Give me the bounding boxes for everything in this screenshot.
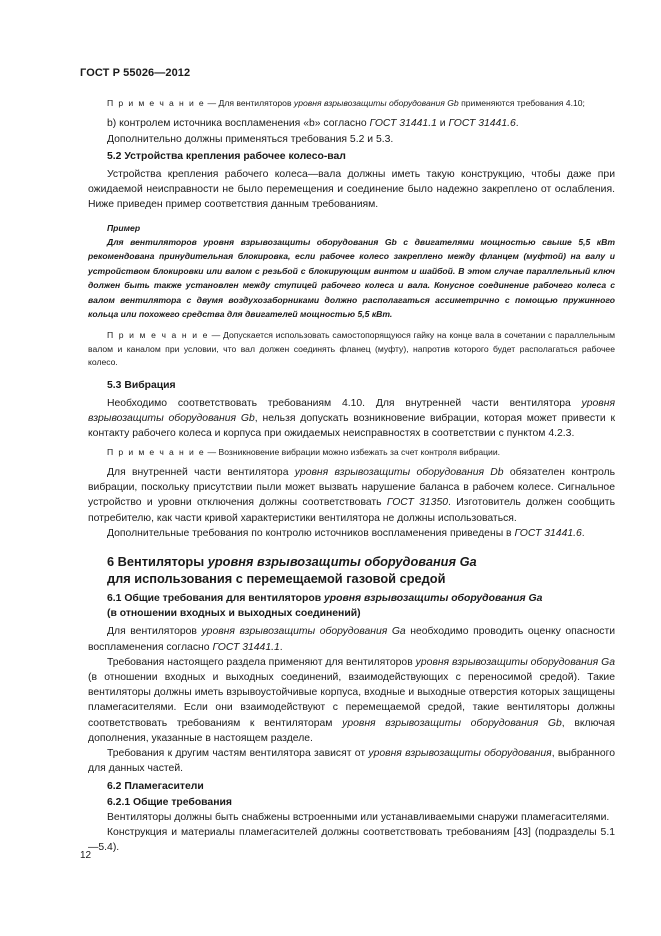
heading-line — [88, 553, 615, 570]
note-paragraph — [88, 446, 615, 459]
heading-line — [88, 591, 615, 606]
text-run: необходимо проводить оценку опасности воспламенения согласно — [88, 626, 616, 653]
text-run: , включая дополнения, указанные в настоящем разделе. — [88, 717, 615, 744]
paragraph: Конструкция и материалы пламегасителей должны соответствовать требованиям [43] (подразделы 5.1—5.4). — [88, 826, 615, 854]
text-run: — Возникновение вибрации можно избежать за счет контроля вибрации. — [205, 446, 501, 457]
italic-run: уровня взрывозащиты оборудования — [368, 747, 552, 759]
text-run: , выбранного для данных частей. — [88, 747, 616, 775]
note-label: П р и м е ч а н и е — [107, 98, 206, 108]
italic-run: уровня взрывозащиты оборудования Gb — [342, 717, 562, 729]
italic-run: уровня взрывозащиты оборудования Ga — [207, 553, 477, 569]
paragraph: Дополнительно должны применяться требования 5.2 и 5.3. — [107, 133, 394, 145]
italic-run: уровня взрывозащиты оборудования Ga — [415, 656, 616, 668]
text-run: — Для вентиляторов — [205, 98, 294, 108]
paragraph — [88, 396, 615, 442]
note-label: П р и м е ч а н и е — [107, 330, 209, 341]
italic-run: ГОСТ 31441.6 — [448, 118, 516, 130]
text-run: обязателен контроль вибрации, поскольку присутствии пыли может вызвать нарушение баланса в рабочем колесе. Сигнальное устройство и уровни отключения должны соответствовать — [88, 466, 615, 509]
text-run: . — [581, 527, 585, 539]
list-item-b — [88, 116, 615, 131]
example-title: Пример — [107, 222, 141, 233]
text-run: . — [279, 641, 283, 653]
italic-run: ГОСТ 31441.6 — [514, 527, 582, 539]
document-body — [88, 97, 615, 855]
text-run: Требования к другим частям вентилятора зависят от — [107, 747, 369, 759]
text-run: Для внутренней части вентилятора — [107, 466, 295, 478]
text-run: (в отношении входных и выходных соединений, взаимодействующих с переносимой средой). Такие вентиляторы должны иметь взрывоустойчивые корпуса, входные и выходные отверстия которых защищены пламегасителями. Если они взаимодействуют с перемещаемой средой, такие вентиляторы должны соответствовать требованиям к вентиляторам — [88, 671, 615, 729]
note-paragraph — [88, 329, 615, 369]
note-paragraph — [88, 97, 615, 110]
document-header: ГОСТ Р 55026—2012 — [80, 67, 191, 79]
heading-line: (в отношении входных и выходных соединений) — [107, 608, 361, 620]
example-text: Для вентиляторов уровня взрывозащиты оборудования Gb с двигателями мощностью свыше 5,5 кВт рекомендована принудительная блокировка, если рабочее колесо закреплено между фланцем (муфтой) на валу и устройством блокировки или валом с резьбой с блокирующим винтом и шайбой. В этом случае параллельный ключ должен быть также установлен между ступицей рабочего колеса и вала. Конусное соединение рабочего колеса с валом вентилятора с двумя воздухозаборниками должно располагаться ассиметрично с помощью пружинного кольца или похожего средства для двигателей мощностью 5,5 кВт. — [88, 237, 615, 320]
text-run: 6 Вентиляторы — [107, 553, 208, 569]
text-run: — Допускается использовать самостопорящуюся гайку на конце вала в сочетании с параллельным валом и каналом при условии, что вал должен соединять фланец (муфту), напротив которого будет располагаться рабочее колесо. — [88, 330, 615, 368]
paragraph — [88, 465, 615, 526]
section-heading-6-2-1: 6.2.1 Общие требования — [107, 796, 232, 808]
italic-run: уровня взрывозащиты оборудования Ga — [201, 626, 406, 638]
section-heading-5-3: 5.3 Вибрация — [107, 379, 176, 391]
paragraph — [88, 624, 615, 654]
page-number: 12 — [80, 850, 92, 861]
paragraph — [88, 746, 615, 776]
section-heading-6-1 — [88, 591, 615, 621]
italic-run: ГОСТ 31350 — [386, 497, 448, 509]
italic-run: уровня взрывозащиты оборудования Ga — [324, 592, 543, 604]
italic-run: ГОСТ 31441.1 — [212, 641, 280, 653]
italic-run: ГОСТ 31441.1 — [369, 118, 437, 130]
heading-line: для использования с перемещаемой газовой средой — [107, 570, 446, 586]
text-run: и — [436, 118, 449, 130]
text-run: . — [515, 118, 519, 130]
section-heading-5-2: 5.2 Устройства крепления рабочее колесо-вал — [107, 150, 346, 162]
paragraph: Вентиляторы должны быть снабжены встроенными или устанавливаемыми снаружи пламегасителями. — [107, 811, 610, 823]
italic-run: уровня взрывозащиты оборудования Db — [294, 466, 504, 478]
italic-run: уровня взрывозащиты оборудования Gb — [88, 397, 615, 425]
note-label: П р и м е ч а н и е — [107, 446, 206, 457]
paragraph — [88, 526, 615, 541]
text-run: . Изготовитель должен сообщить потребителю, как части кривой характеристики вентилятора не должны использоваться. — [88, 497, 615, 524]
paragraph — [88, 655, 615, 746]
paragraph: Устройства крепления рабочего колеса—вала должны иметь такую конструкцию, чтобы даже при ожидаемой неисправности не было перемещения и соединение было надежно закреплено от ослабления. Ниже приведен пример соответствия данным требованиям. — [88, 169, 615, 211]
text-run: Дополнительные требования по контролю источников воспламенения приведены в — [107, 527, 515, 539]
text-run: , нельзя допускать возникновение вибрации, которая может привести к контакту рабочего колеса и корпуса при ожидаемых неисправностях в соответствии с пунктом 4.2.3. — [88, 413, 615, 440]
text-run: Необходимо соответствовать требованиям 4.10. Для внутренней части вентилятора — [107, 397, 582, 409]
text-run: применяются требования 4.10; — [458, 98, 585, 108]
section-heading-6-2: 6.2 Пламегасители — [107, 781, 204, 793]
text-run: Требования настоящего раздела применяют для вентиляторов — [107, 656, 416, 668]
text-run: Для вентиляторов — [107, 626, 202, 638]
text-run: b) контролем источника воспламенения «b» согласно — [107, 118, 370, 130]
example-block — [88, 221, 615, 322]
text-run: 6.1 Общие требования для вентиляторов — [107, 592, 324, 604]
italic-run: уровня взрывозащиты оборудования Gb — [293, 98, 459, 108]
section-heading-6 — [88, 553, 615, 587]
